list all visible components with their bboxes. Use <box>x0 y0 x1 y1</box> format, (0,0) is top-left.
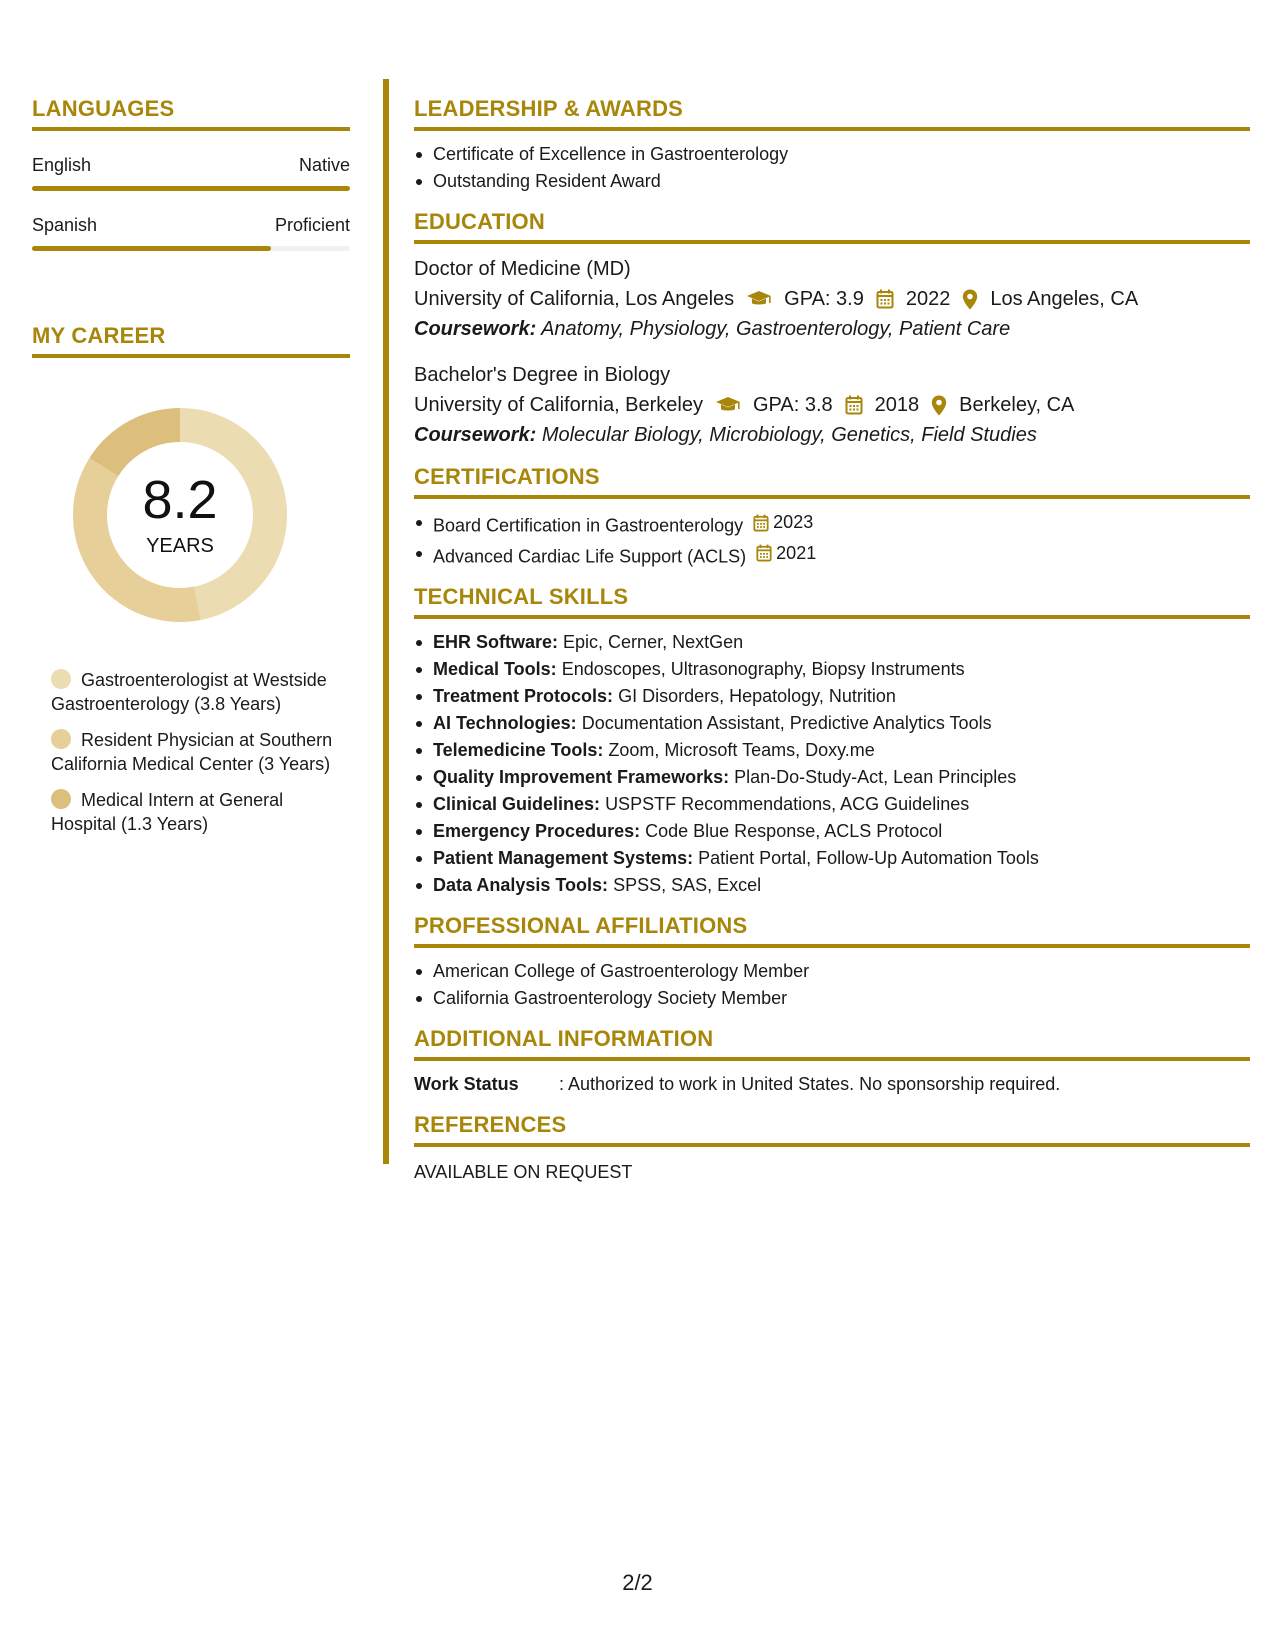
skill-item <box>414 656 1250 683</box>
language-level: Native <box>298 155 350 175</box>
legend-item <box>51 728 350 776</box>
skill-label: Data Analysis Tools: <box>433 875 609 895</box>
school-name: University of California, Los Angeles <box>414 288 735 310</box>
language-proficiency-fill <box>32 186 350 191</box>
coursework-label: Coursework: <box>414 424 537 446</box>
location-pin-icon <box>931 395 947 416</box>
language-spanish <box>32 215 350 251</box>
right-column <box>414 96 1250 1200</box>
skill-value: GI Disorders, Hepatology, Nutrition <box>618 686 896 706</box>
references-text: AVAILABLE ON REQUEST <box>414 1162 633 1182</box>
gpa: GPA: 3.8 <box>753 394 833 416</box>
certification-name: Board Certification in Gastroenterology <box>433 515 744 536</box>
work-status-label: Work Status <box>414 1074 519 1094</box>
additional-info-heading: ADDITIONAL INFORMATION <box>414 1026 1250 1061</box>
language-proficiency-bar <box>32 186 350 191</box>
skill-value: Plan-Do-Study-Act, Lean Principles <box>734 767 1017 787</box>
skills-section <box>414 584 1250 899</box>
skill-item <box>414 872 1250 899</box>
calendar-icon <box>845 395 863 415</box>
school-location: Berkeley, CA <box>959 394 1075 416</box>
graduation-year: 2022 <box>905 288 951 310</box>
list-item: Outstanding Resident Award <box>414 168 1250 195</box>
degree-title: Doctor of Medicine (MD) <box>414 258 631 280</box>
legend-label: Medical Intern at General Hospital (1.3 Years) <box>51 790 284 834</box>
education-section <box>414 209 1250 450</box>
skill-item <box>414 845 1250 872</box>
skill-value: Patient Portal, Follow-Up Automation Tools <box>698 848 1039 868</box>
calendar-icon <box>753 514 769 532</box>
references-section <box>414 1112 1250 1186</box>
list-item: Certificate of Excellence in Gastroenterology <box>414 141 1250 168</box>
gpa: GPA: 3.9 <box>784 288 864 310</box>
coursework <box>414 420 1250 450</box>
education-entry <box>414 254 1250 344</box>
legend-dot <box>51 789 71 809</box>
skill-value: Documentation Assistant, Predictive Analytics Tools <box>581 713 992 733</box>
language-level: Proficient <box>274 215 350 235</box>
certification-year: 2023 <box>773 512 814 532</box>
column-divider <box>383 79 389 1164</box>
skill-label: Quality Improvement Frameworks: <box>433 767 730 787</box>
skill-value: Epic, Cerner, NextGen <box>563 632 744 652</box>
skill-value: Code Blue Response, ACLS Protocol <box>645 821 943 841</box>
skill-item <box>414 629 1250 656</box>
skill-value: SPSS, SAS, Excel <box>613 875 762 895</box>
skill-item <box>414 818 1250 845</box>
skill-label: Clinical Guidelines: <box>433 794 601 814</box>
references-heading: REFERENCES <box>414 1112 1250 1147</box>
skill-label: Patient Management Systems: <box>433 848 694 868</box>
skill-item <box>414 710 1250 737</box>
school-location: Los Angeles, CA <box>990 288 1139 310</box>
skill-value: Endoscopes, Ultrasonography, Biopsy Instruments <box>561 659 965 679</box>
career-heading: MY CAREER <box>32 323 350 358</box>
career-total-years: 8.2 <box>142 469 218 530</box>
affiliations-heading: PROFESSIONAL AFFILIATIONS <box>414 913 1250 948</box>
career-donut-chart <box>65 400 295 630</box>
graduation-cap-icon <box>746 290 772 308</box>
certification-item <box>414 509 1250 540</box>
certifications-section <box>414 464 1250 570</box>
legend-label: Resident Physician at Southern California Medical Center (3 Years) <box>51 730 333 774</box>
page-number: 2/2 <box>622 1570 653 1595</box>
coursework-value: Molecular Biology, Microbiology, Genetics, Field Studies <box>541 424 1037 446</box>
coursework-value: Anatomy, Physiology, Gastroenterology, Patient Care <box>541 318 1011 340</box>
leadership-heading: LEADERSHIP & AWARDS <box>414 96 1250 131</box>
skill-label: EHR Software: <box>433 632 559 652</box>
graduation-year: 2018 <box>874 394 920 416</box>
calendar-icon <box>876 289 894 309</box>
language-proficiency-bar <box>32 246 350 251</box>
skill-item <box>414 764 1250 791</box>
additional-info-section <box>414 1026 1250 1098</box>
skill-item <box>414 683 1250 710</box>
skill-item <box>414 737 1250 764</box>
skill-label: Medical Tools: <box>433 659 557 679</box>
certification-name: Advanced Cardiac Life Support (ACLS) <box>433 546 747 566</box>
leadership-section <box>414 96 1250 195</box>
skill-label: Telemedicine Tools: <box>433 740 604 760</box>
graduation-cap-icon <box>715 396 741 414</box>
language-english <box>32 155 350 191</box>
work-status-value: : Authorized to work in United States. No sponsorship required. <box>559 1074 1061 1094</box>
skill-item <box>414 791 1250 818</box>
coursework <box>414 314 1250 344</box>
skill-label: AI Technologies: <box>433 713 577 733</box>
education-heading: EDUCATION <box>414 209 1250 244</box>
left-column <box>32 96 350 848</box>
certification-year: 2021 <box>776 542 817 563</box>
language-name: Spanish <box>32 215 98 235</box>
list-item: American College of Gastroenterology Member <box>414 958 1250 985</box>
skills-heading: TECHNICAL SKILLS <box>414 584 1250 619</box>
skill-value: USPSTF Recommendations, ACG Guidelines <box>605 794 970 814</box>
legend-dot <box>51 669 71 689</box>
language-proficiency-fill <box>32 246 271 251</box>
languages-heading: LANGUAGES <box>32 96 350 131</box>
legend-item <box>51 788 350 836</box>
skill-label: Treatment Protocols: <box>433 686 614 706</box>
school-name: University of California, Berkeley <box>414 394 703 416</box>
list-item: California Gastroenterology Society Member <box>414 985 1250 1012</box>
certifications-heading: CERTIFICATIONS <box>414 464 1250 499</box>
education-entry <box>414 360 1250 450</box>
skill-value: Zoom, Microsoft Teams, Doxy.me <box>608 740 875 760</box>
career-legend <box>51 668 350 836</box>
coursework-label: Coursework: <box>414 318 537 340</box>
career-total-unit: YEARS <box>146 534 214 557</box>
legend-dot <box>51 729 71 749</box>
language-name: English <box>32 155 92 175</box>
affiliations-section <box>414 913 1250 1012</box>
degree-title: Bachelor's Degree in Biology <box>414 364 671 386</box>
legend-item <box>51 668 350 716</box>
calendar-icon <box>756 544 772 562</box>
location-pin-icon <box>962 289 978 310</box>
certification-item <box>414 540 1250 571</box>
legend-label: Gastroenterologist at Westside Gastroenterology (3.8 Years) <box>51 670 327 714</box>
skill-label: Emergency Procedures: <box>433 821 641 841</box>
